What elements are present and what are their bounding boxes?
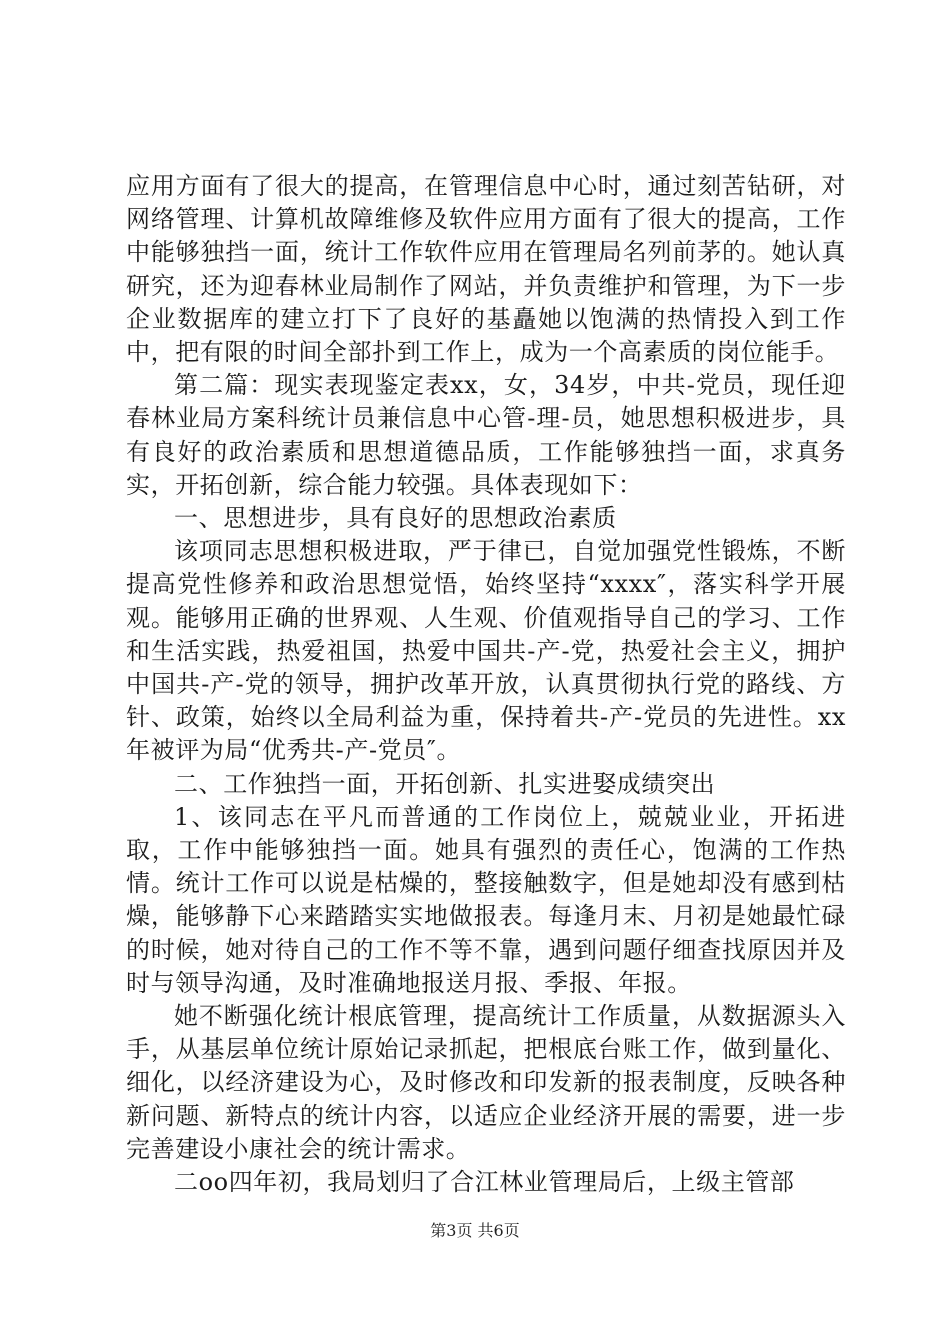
- paragraph-statistics-management: 她不断强化统计根底管理，提高统计工作质量，从数据源头入手，从基层单位统计原始记录抓起，把根底台账工作，做到量化、细化，以经济建设为心，及时修改和印发新的报表制度，反映各种新问题、新特点的统计内容，以适应企业经济开展的需要，进一步完善建设小康社会的统计需求。: [126, 1002, 846, 1163]
- paragraph-section-two-intro: 第二篇：现实表现鉴定表xx，女，34岁，中共-党员，现任迎春林业局方案科统计员兼信息中心管-理-员，她思想积极进步，具有良好的政治素质和思想道德品质，工作能够独挡一面，求真务实，开拓创新，综合能力较强。具体表现如下：: [126, 371, 846, 499]
- document-body: [126, 170, 846, 1199]
- paragraph-continuation: 应用方面有了很大的提高，在管理信息中心时，通过刻苦钻研，对网络管理、计算机故障维修及软件应用方面有了很大的提高，工作中能够独挡一面，统计工作软件应用在管理局名列前茅的。她认真研究，还为迎春林业局制作了网站，并负责维护和管理，为下一步企业数据库的建立打下了良好的基矗她以饱满的热情投入到工作中，把有限的时间全部扑到工作上，成为一个高素质的岗位能手。: [126, 172, 846, 367]
- heading-work-achievements: 二、工作独挡一面，开拓创新、扎实进娶成绩突出: [174, 769, 716, 798]
- paragraph-political-quality: 该项同志思想积极进取，严于律已，自觉加强党性锻炼，不断提高党性修养和政治思想觉悟，始终坚持“xxxx″，落实科学开展观。能够用正确的世界观、人生观、价值观指导自己的学习、工作和生活实践，热爱祖国，热爱中国共-产-党，热爱社会主义，拥护中国共-产-党的领导，拥护改革开放，认真贯彻执行党的路线、方针、政策，始终以全局利益为重，保持着共-产-党员的先进性。xx年被评为局“优秀共-产-党员″。: [126, 537, 846, 765]
- heading-political-quality: 一、思想进步，具有良好的思想政治素质: [174, 504, 617, 533]
- paragraph-2004-transfer: 二oo四年初，我局划归了合江林业管理局后，上级主管部: [174, 1168, 795, 1197]
- page-number-footer: 第3页 共6页: [430, 1221, 520, 1240]
- paragraph-work-item-one: 1、该同志在平凡而普通的工作岗位上，兢兢业业，开拓进取，工作中能够独挡一面。她具有强烈的责任心，饱满的工作热情。统计工作可以说是枯燥的，整接触数字，但是她却没有感到枯燥，能够静下心来踏踏实实地做报表。每逢月末、月初是她最忙碌的时候，她对待自己的工作不等不靠，遇到问题仔细查找原因并及时与领导沟通，及时准确地报送月报、季报、年报。: [126, 802, 846, 997]
